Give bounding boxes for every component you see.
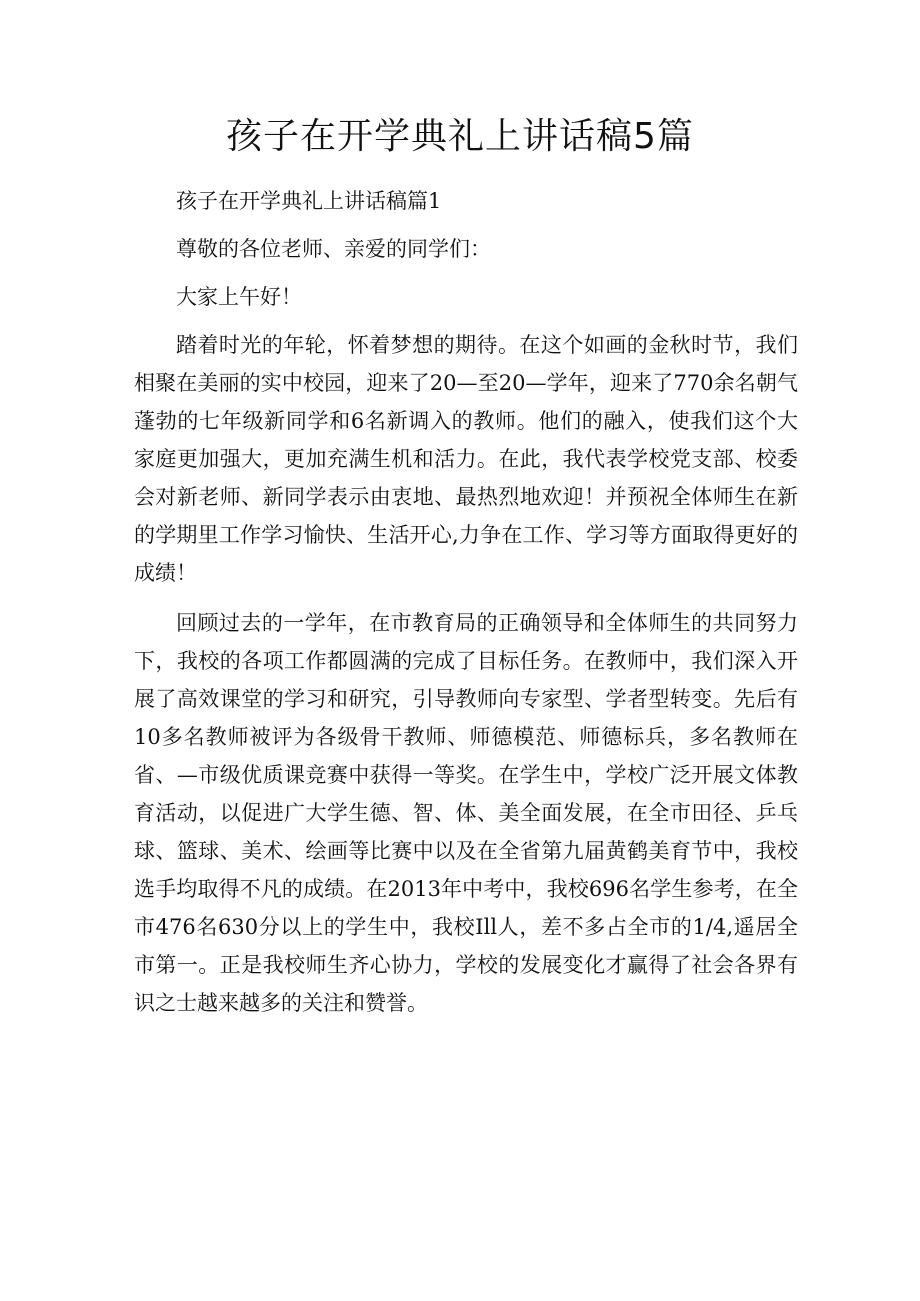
greeting: 大家上午好！ (176, 285, 302, 309)
body-paragraph-review: 回顾过去的一学年，在市教育局的正确领导和全体师生的共同努力下，我校的各项工作都圆满的完成了目标任务。在教师中，我们深入开展了高效课堂的学习和研究，引导教师向专家型、学者型转变。先后有10多名教师被评为各级骨干教师、师德模范、师德标兵，多名教师在省、—市级优质课竞赛中获得一等奖。在学生中，学校广泛开展文体教育活动，以促进广大学生德、智、体、美全面发展，在全市田径、乒乓球、篮球、美术、绘画等比赛中以及在全省第九届黄鹤美育节中，我校选手均取得不凡的成绩。在2013年中考中，我校696名学生参考，在全市476名630分以上的学生中，我校Ill人，差不多占全市的1/4,遥居全市第一。正是我校师生齐心协力，学校的发展变化才赢得了社会各界有识之士越来越多的关注和赞誉。 (134, 611, 798, 1015)
section-heading: 孩子在开学典礼上讲话稿篇1 (176, 189, 442, 213)
document-title: 孩子在开学典礼上讲话稿5篇 (226, 116, 694, 157)
salutation: 尊敬的各位老师、亲爱的同学们： (176, 237, 491, 261)
body-paragraph-welcome: 踏着时光的年轮，怀着梦想的期待。在这个如画的金秋时节，我们相聚在美丽的实中校园，迎来了20—至20—学年，迎来了770余名朝气蓬勃的七年级新同学和6名新调入的教师。他们的融入，使我们这个大家庭更加强大，更加充满生机和活力。在此，我代表学校党支部、校委会对新老师、新同学表示由衷地、最热烈地欢迎！并预祝全体师生在新的学期里工作学习愉快、生活开心,力争在工作、学习等方面取得更好的成绩！ (134, 333, 798, 585)
document-body (134, 182, 798, 1022)
